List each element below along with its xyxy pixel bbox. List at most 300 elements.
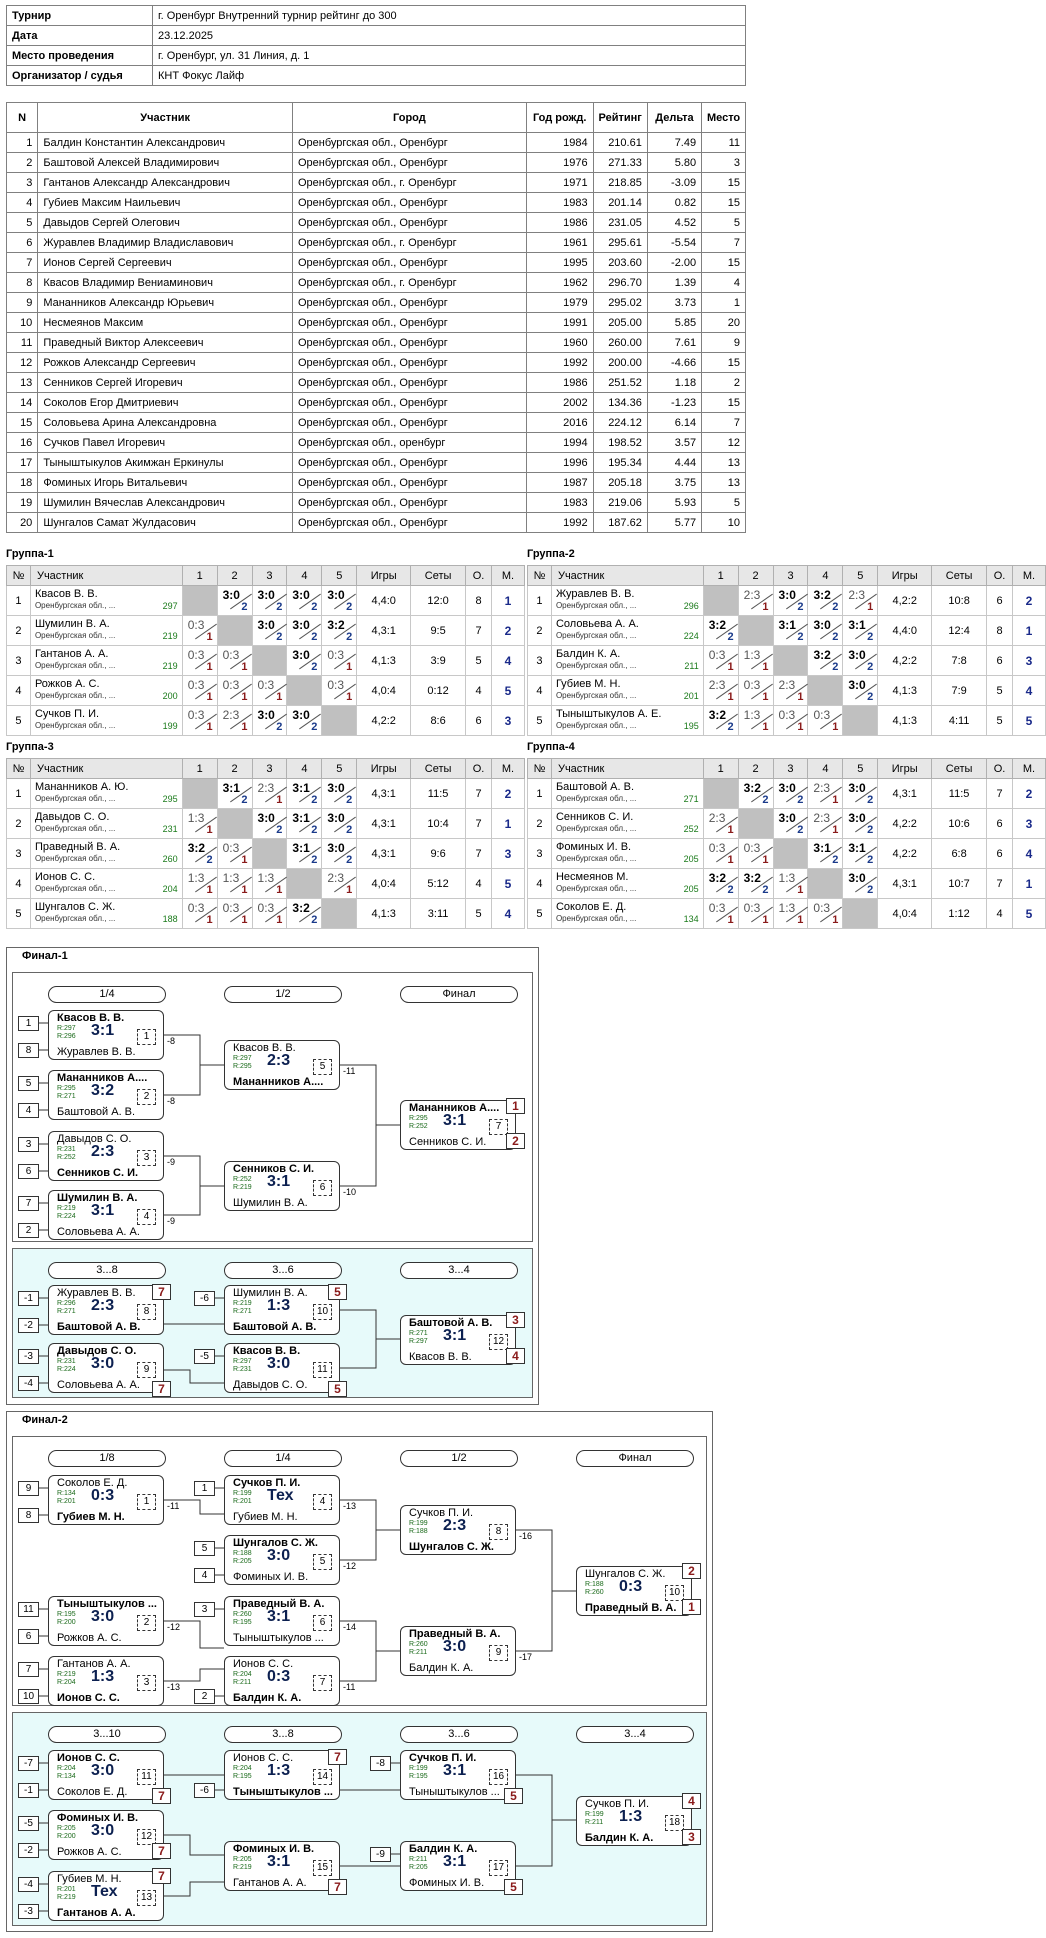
group-score-points: 1: [206, 824, 213, 836]
group-header: 5: [843, 566, 878, 586]
group-sets: 12:0: [411, 586, 466, 616]
round-label: 3...4: [576, 1726, 694, 1743]
participant-cell: Шунгалов Самат Жулдасович: [38, 513, 293, 533]
match-score: Тех: [267, 1487, 294, 1504]
group-header: 3: [252, 759, 287, 779]
match-player-bottom: Фоминых И. В.: [409, 1877, 485, 1889]
match-player-top: Квасов В. В.: [233, 1042, 296, 1054]
group-player-city: Оренбургская обл., ...: [555, 854, 637, 863]
group-score-sets: 0:3: [743, 678, 761, 692]
group-header: 2: [738, 759, 773, 779]
bracket-match: [400, 1505, 516, 1555]
group-sets: 11:5: [411, 779, 466, 809]
seed-box: 2: [18, 1223, 39, 1238]
match-player-bottom: Рожков А. С.: [57, 1632, 122, 1644]
match-player-bottom: Сенников С. И.: [409, 1136, 487, 1148]
group-score-sets: 0:3: [257, 901, 275, 915]
group-score-sets: 0:3: [327, 678, 345, 692]
group-score-points: 1: [762, 914, 769, 926]
match-number: 9: [137, 1362, 156, 1378]
participant-cell: 1: [702, 293, 746, 313]
seed-box: 3: [18, 1137, 39, 1152]
match-rating-bottom: R:201: [233, 1498, 252, 1505]
info-label: Турнир: [7, 6, 153, 26]
group-score-points: 1: [762, 601, 769, 613]
place-box: 5: [328, 1284, 347, 1300]
group-player-city: Оренбургская обл., ...: [555, 824, 637, 833]
participant-cell: 7.49: [647, 133, 701, 153]
group-points: 5: [987, 706, 1013, 736]
group-points: 5: [987, 676, 1013, 706]
info-label: Организатор / судья: [7, 66, 153, 86]
group-games: 4,2:2: [878, 839, 932, 869]
participant-cell: 5.80: [647, 153, 701, 173]
group-row-number: 2: [528, 809, 552, 839]
group-score-points: 1: [206, 914, 213, 926]
group-score-sets: 1:3: [187, 871, 205, 885]
group-header: 3: [252, 566, 287, 586]
bracket-match: [400, 1841, 516, 1891]
participant-cell: Сучков Павел Игоревич: [38, 433, 293, 453]
participant-cell: 219.06: [593, 493, 647, 513]
match-score: 1:3: [267, 1297, 291, 1314]
group-score-sets: 0:3: [708, 648, 726, 662]
match-score: Тех: [91, 1883, 118, 1900]
info-label: Дата: [7, 26, 153, 46]
participant-cell: 2: [702, 373, 746, 393]
bracket-match: [224, 1161, 340, 1211]
participant-cell: 1994: [526, 433, 593, 453]
group-score-sets: 1:3: [743, 708, 761, 722]
participant-cell: 2: [7, 153, 38, 173]
match-player-bottom: Рожков А. С.: [57, 1846, 122, 1858]
group-score-points: 2: [797, 631, 804, 643]
match-rating-top: R:271: [409, 1330, 428, 1337]
bracket-match: [576, 1796, 692, 1846]
match-number: 7: [313, 1675, 332, 1691]
round-label: 3...6: [400, 1726, 518, 1743]
bracket-match: [48, 1010, 164, 1060]
participant-cell: Мананников Александр Юрьевич: [38, 293, 293, 313]
seed-box: 7: [18, 1662, 39, 1677]
seed-box: -2: [18, 1843, 39, 1858]
participant-cell: Тыныштыкулов Акимжан Еркинулы: [38, 453, 293, 473]
match-player-top: Квасов В. В.: [57, 1012, 125, 1024]
group-player-rating: 211: [684, 661, 699, 671]
match-player-bottom: Баштовой А. В.: [57, 1321, 141, 1333]
group-points: 4: [466, 676, 492, 706]
match-number: 12: [137, 1829, 156, 1845]
group-sets: 10:7: [932, 869, 987, 899]
seed-box: 10: [18, 1689, 39, 1704]
group-place: 1: [492, 586, 525, 616]
participant-cell: 1984: [526, 133, 593, 153]
match-score: 0:3: [619, 1578, 643, 1595]
match-player-bottom: Журавлев В. В.: [57, 1046, 136, 1058]
group-sets: 8:6: [411, 706, 466, 736]
participant-cell: Сенников Сергей Игоревич: [38, 373, 293, 393]
match-score: 3:0: [91, 1822, 115, 1839]
participant-cell: 134.36: [593, 393, 647, 413]
participant-cell: 203.60: [593, 253, 647, 273]
match-number: 8: [137, 1304, 156, 1320]
match-player-bottom: Губиев М. Н.: [233, 1511, 298, 1523]
group-player-name: Балдин К. А.: [555, 648, 621, 660]
participant-cell: 1961: [526, 233, 593, 253]
loser-destination: -8: [167, 1036, 176, 1046]
match-rating-bottom: R:271: [233, 1308, 252, 1315]
match-score: 3:0: [91, 1762, 115, 1779]
group-score-sets: 3:1: [848, 841, 866, 855]
loser-destination: -13: [343, 1501, 357, 1511]
group-row-number: 3: [7, 839, 31, 869]
match-rating-bottom: R:211: [409, 1649, 428, 1656]
match-player-top: Журавлев В. В.: [57, 1287, 136, 1299]
match-player-bottom: Фоминых И. В.: [233, 1571, 309, 1583]
match-rating-bottom: R:200: [57, 1833, 76, 1840]
place-box: 4: [682, 1793, 701, 1809]
group-row-number: 3: [7, 646, 31, 676]
match-number: 15: [313, 1860, 332, 1876]
group-score-points: 2: [311, 601, 318, 613]
group-score-sets: 3:0: [292, 648, 310, 662]
group-player-rating: 224: [683, 631, 699, 641]
participant-cell: 251.52: [593, 373, 647, 393]
match-rating-bottom: R:195: [233, 1773, 252, 1780]
group-row-number: 2: [7, 616, 31, 646]
participant-cell: 0.82: [647, 193, 701, 213]
group-player-rating: 205: [683, 884, 699, 894]
group-player-name: Соловьева А. А.: [555, 618, 639, 630]
group-place: 4: [1013, 676, 1046, 706]
group-score-points: 2: [867, 824, 874, 836]
group-player-rating: 295: [162, 794, 178, 804]
bracket-match: [224, 1841, 340, 1891]
match-score: 2:3: [267, 1052, 291, 1069]
group-score-sets: 3:0: [848, 811, 866, 825]
seed-box: 2: [194, 1689, 215, 1704]
group-points: 6: [987, 646, 1013, 676]
group-score-sets: 3:0: [327, 841, 345, 855]
participants-header: N: [7, 103, 38, 133]
match-rating-top: R:219: [57, 1205, 76, 1212]
participant-cell: 3: [7, 173, 38, 193]
group-place: 5: [1013, 899, 1046, 929]
group-player-name: Сенников С. И.: [555, 811, 634, 823]
place-box: 7: [152, 1284, 171, 1300]
group-sets: 11:5: [932, 779, 987, 809]
group-score-points: 1: [241, 691, 248, 703]
match-number: 6: [313, 1615, 332, 1631]
seed-box: 3: [194, 1602, 215, 1617]
seed-box: 5: [18, 1076, 39, 1091]
group-sets: 3:11: [411, 899, 466, 929]
group-games: 4,0:4: [878, 899, 932, 929]
participant-cell: 15: [702, 193, 746, 213]
group-score-sets: 3:0: [222, 588, 240, 602]
group-place: 1: [1013, 616, 1046, 646]
group-header: О.: [987, 566, 1013, 586]
group-score-sets: 3:2: [292, 901, 310, 915]
group-score-sets: 0:3: [708, 841, 726, 855]
bracket-match: [224, 1285, 340, 1335]
group-place: 4: [1013, 839, 1046, 869]
group-score-sets: 0:3: [813, 901, 831, 915]
loser-destination: -12: [343, 1561, 357, 1571]
participant-cell: 7: [7, 253, 38, 273]
participant-cell: Оренбургская обл., Оренбург: [292, 193, 526, 213]
group-sets: 4:11: [932, 706, 987, 736]
participant-cell: 11: [702, 133, 746, 153]
group-score-points: 2: [346, 824, 353, 836]
match-rating-bottom: R:252: [57, 1154, 76, 1161]
match-score: 1:3: [91, 1668, 115, 1685]
group-player-city: Оренбургская обл., ...: [34, 794, 116, 803]
bracket-match: [48, 1131, 164, 1181]
bracket-match: [48, 1656, 164, 1706]
participant-cell: 7: [702, 233, 746, 253]
participant-cell: 1995: [526, 253, 593, 273]
bracket-match: [48, 1596, 164, 1646]
group-score-points: 2: [867, 631, 874, 643]
match-rating-top: R:199: [409, 1765, 428, 1772]
group-place: 4: [492, 899, 525, 929]
group-games: 4,1:3: [357, 899, 411, 929]
participant-cell: Оренбургская обл., г. Оренбург: [292, 233, 526, 253]
group-score-points: 1: [832, 794, 839, 806]
group-player-city: Оренбургская обл., ...: [34, 601, 116, 610]
group-score-points: 2: [727, 884, 734, 896]
participant-cell: 1979: [526, 293, 593, 313]
match-player-bottom: Баштовой А. В.: [233, 1321, 317, 1333]
participant-cell: 195.34: [593, 453, 647, 473]
group-player-city: Оренбургская обл., ...: [555, 631, 637, 640]
match-player-bottom: Соловьева А. А.: [57, 1226, 140, 1238]
group-points: 7: [987, 779, 1013, 809]
bracket-match: [224, 1750, 340, 1800]
match-rating-bottom: R:297: [409, 1338, 428, 1345]
participant-cell: 15: [7, 413, 38, 433]
participant-cell: 5.85: [647, 313, 701, 333]
group-score-sets: 0:3: [187, 648, 205, 662]
match-player-top: Сенников С. И.: [233, 1163, 315, 1175]
match-player-bottom: Балдин К. А.: [585, 1832, 654, 1844]
group-player-city: Оренбургская обл., ...: [34, 884, 116, 893]
group-score-sets: 0:3: [222, 648, 240, 662]
group-score-points: 1: [206, 691, 213, 703]
match-rating-top: R:296: [57, 1300, 76, 1307]
seed-box: 9: [18, 1481, 39, 1496]
match-score: 3:2: [91, 1082, 115, 1099]
participant-cell: 9: [702, 333, 746, 353]
match-rating-top: R:199: [585, 1811, 604, 1818]
group-score-points: 2: [311, 854, 318, 866]
participants-header: Год рожд.: [526, 103, 593, 133]
group-games: 4,4:0: [878, 616, 932, 646]
match-rating-bottom: R:271: [57, 1308, 76, 1315]
match-rating-bottom: R:201: [57, 1498, 76, 1505]
group-row-number: 1: [528, 586, 552, 616]
group-score-points: 2: [797, 601, 804, 613]
group-header: 1: [703, 566, 738, 586]
place-box: 2: [506, 1133, 525, 1149]
group-header: О.: [466, 759, 492, 779]
place-box: 1: [682, 1599, 701, 1615]
match-player-top: Губиев М. Н.: [57, 1873, 122, 1885]
group-sets: 6:8: [932, 839, 987, 869]
group-row-number: 4: [7, 869, 31, 899]
group-score-sets: 3:0: [327, 588, 345, 602]
participant-cell: Оренбургская обл., г. Оренбург: [292, 273, 526, 293]
group-sets: 7:8: [932, 646, 987, 676]
match-rating-bottom: R:219: [57, 1894, 76, 1901]
loser-destination: -17: [519, 1652, 533, 1662]
group-score-sets: 3:0: [848, 648, 866, 662]
participant-cell: 4: [7, 193, 38, 213]
group-points: 5: [466, 899, 492, 929]
round-label: 1/2: [400, 1450, 518, 1467]
match-score: 0:3: [267, 1668, 291, 1685]
participant-cell: 224.12: [593, 413, 647, 433]
group-score-sets: 0:3: [327, 648, 345, 662]
group-score-points: 1: [797, 884, 804, 896]
group-player-rating: 204: [162, 884, 178, 894]
group-points: 8: [466, 586, 492, 616]
group-score-points: 2: [832, 601, 839, 613]
group-score-sets: 3:0: [848, 781, 866, 795]
group-score-points: 2: [276, 721, 283, 733]
group-score-sets: 3:0: [778, 811, 796, 825]
participant-cell: Гантанов Александр Александрович: [38, 173, 293, 193]
group-points: 4: [987, 899, 1013, 929]
group-sets: 5:12: [411, 869, 466, 899]
group-score-points: 2: [241, 601, 248, 613]
bracket-match: [224, 1656, 340, 1706]
match-player-bottom: Ионов С. С.: [57, 1692, 120, 1704]
participant-cell: Журавлев Владимир Владиславович: [38, 233, 293, 253]
group-score-sets: 1:3: [222, 871, 240, 885]
match-player-top: Праведный В. А.: [409, 1628, 501, 1640]
group-player-name: Шунгалов С. Ж.: [34, 901, 116, 913]
match-score: 3:1: [443, 1327, 467, 1344]
group-score-sets: 2:3: [743, 588, 761, 602]
match-score: 2:3: [91, 1297, 115, 1314]
group-score-sets: 3:2: [327, 618, 345, 632]
group-sets: 10:6: [932, 809, 987, 839]
match-rating-bottom: R:295: [233, 1063, 252, 1070]
group-score-sets: 3:0: [848, 871, 866, 885]
bracket-match: [224, 1040, 340, 1090]
participant-cell: Ионов Сергей Сергеевич: [38, 253, 293, 273]
participant-cell: 271.33: [593, 153, 647, 173]
group-title: Группа-2: [527, 548, 575, 560]
group-score-points: 2: [276, 601, 283, 613]
match-number: 2: [137, 1089, 156, 1105]
participant-cell: 1986: [526, 373, 593, 393]
group-points: 8: [987, 616, 1013, 646]
match-player-bottom: Балдин К. А.: [409, 1662, 474, 1674]
group-score-sets: 0:3: [222, 678, 240, 692]
seed-box: -4: [18, 1376, 39, 1391]
group-score-sets: 3:0: [257, 618, 275, 632]
info-value: КНТ Фокус Лайф: [153, 66, 746, 86]
participant-cell: 14: [7, 393, 38, 413]
group-header: Сеты: [932, 759, 987, 779]
match-player-top: Давыдов С. О.: [57, 1133, 132, 1145]
group-player-rating: 219: [162, 631, 178, 641]
round-label: 3...6: [224, 1262, 342, 1279]
group-player-name: Журавлев В. В.: [555, 588, 635, 600]
group-row-number: 1: [7, 779, 31, 809]
participant-cell: 2016: [526, 413, 593, 433]
match-rating-bottom: R:271: [57, 1093, 76, 1100]
participant-cell: Оренбургская обл., Оренбург: [292, 333, 526, 353]
round-label: 1/4: [224, 1450, 342, 1467]
seed-box: 7: [18, 1196, 39, 1211]
loser-destination: -11: [343, 1066, 356, 1076]
group-score-sets: 3:0: [848, 678, 866, 692]
match-player-top: Тыныштыкулов ...: [57, 1598, 157, 1610]
group-score-sets: 0:3: [222, 901, 240, 915]
match-player-bottom: Балдин К. А.: [233, 1692, 302, 1704]
group-score-sets: 0:3: [257, 678, 275, 692]
group-score-sets: 3:0: [292, 708, 310, 722]
group-games: 4,0:4: [357, 869, 411, 899]
seed-box: -1: [18, 1783, 39, 1798]
group-games: 4,2:2: [878, 586, 932, 616]
group-score-points: 1: [346, 661, 353, 673]
group-header: Участник: [551, 566, 703, 586]
group-header: Игры: [357, 759, 411, 779]
group-sets: 9:5: [411, 616, 466, 646]
group-header: №: [7, 759, 31, 779]
group-row-number: 4: [7, 676, 31, 706]
participant-cell: 10: [7, 313, 38, 333]
bracket-match: [48, 1475, 164, 1525]
match-player-top: Мананников А....: [57, 1072, 148, 1084]
round-label: 3...10: [48, 1726, 166, 1743]
group-score-points: 1: [762, 661, 769, 673]
match-player-bottom: Гантанов А. А.: [233, 1877, 307, 1889]
seed-box: 5: [194, 1541, 215, 1556]
seed-box: -2: [18, 1318, 39, 1333]
group-score-points: 1: [832, 824, 839, 836]
round-label: 1/8: [48, 1450, 166, 1467]
participant-cell: 1992: [526, 513, 593, 533]
match-score: 3:1: [443, 1112, 467, 1129]
participant-cell: Оренбургская обл., Оренбург: [292, 353, 526, 373]
match-number: 2: [137, 1615, 156, 1631]
seed-box: 8: [18, 1508, 39, 1523]
group-player-city: Оренбургская обл., ...: [34, 661, 116, 670]
participant-cell: 12: [702, 433, 746, 453]
group-score-points: 2: [346, 854, 353, 866]
match-rating-bottom: R:252: [409, 1123, 428, 1130]
match-player-top: Сучков П. И.: [409, 1507, 474, 1519]
group-player-rating: 200: [162, 691, 178, 701]
match-number: 11: [313, 1362, 332, 1378]
group-score-points: 1: [241, 854, 248, 866]
match-player-bottom: Соловьева А. А.: [57, 1379, 140, 1391]
match-player-top: Давыдов С. О.: [57, 1345, 137, 1357]
round-label: 3...8: [48, 1262, 166, 1279]
participant-cell: 13: [702, 473, 746, 493]
round-label: 1/2: [224, 986, 342, 1003]
match-rating-top: R:199: [409, 1520, 428, 1527]
match-rating-top: R:260: [233, 1611, 252, 1618]
group-score-points: 2: [346, 794, 353, 806]
participant-cell: Оренбургская обл., Оренбург: [292, 473, 526, 493]
